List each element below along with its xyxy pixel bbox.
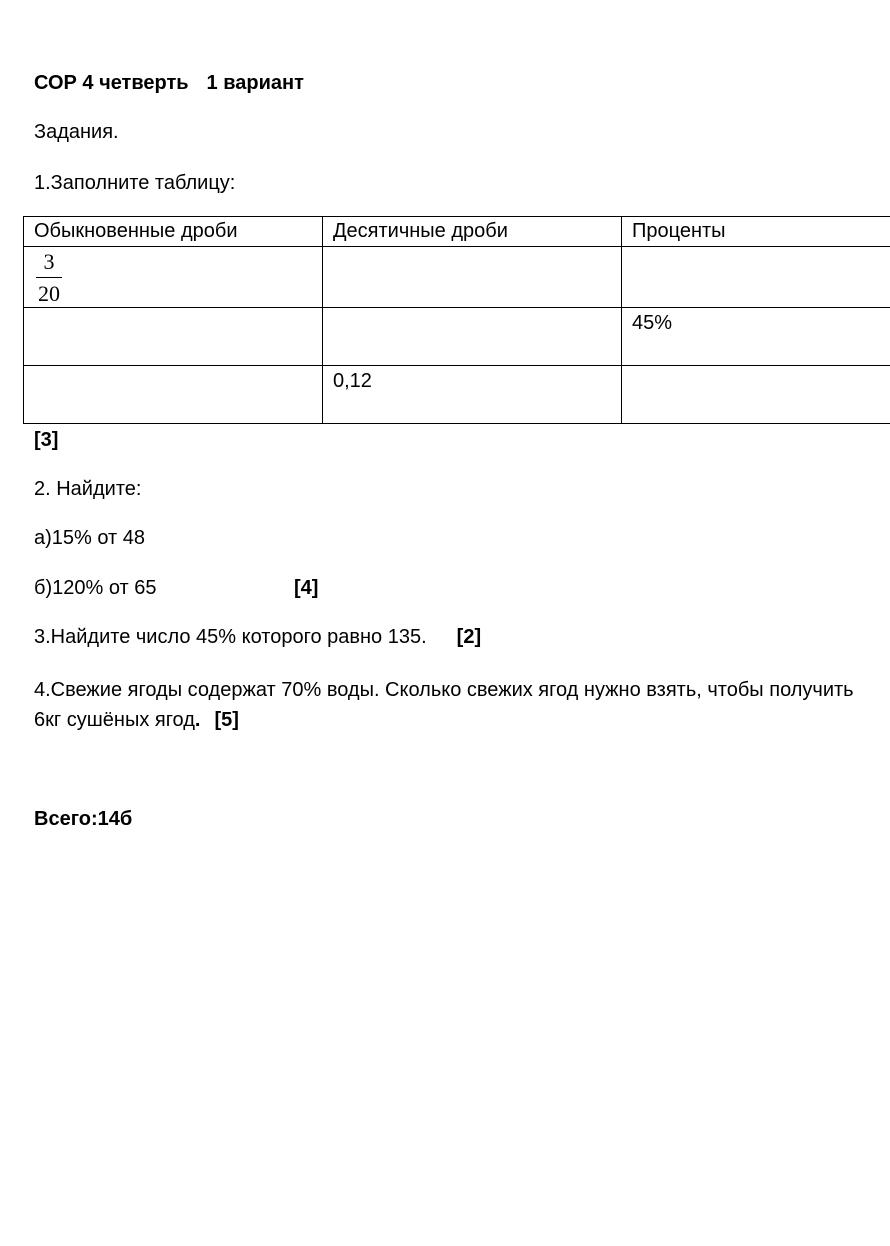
task-2-text: 2. Найдите: [34,478,142,500]
header-cell-decimals: Десятичные дроби [323,217,622,247]
cell-percent [622,366,890,424]
cell-fraction [24,366,323,424]
header-cell-percents: Проценты [622,217,890,247]
table-row [24,308,890,366]
page-title [34,71,304,95]
fraction-bar [36,277,62,278]
task-2-points: [4] [294,577,319,599]
fractions-table [23,216,890,424]
variant-label: 1 вариант [206,72,304,94]
task-1-text: 1.Заполните таблицу: [34,172,236,194]
header-cell-fractions: Обыкновенные дроби [24,217,323,247]
table-row [24,366,890,424]
task-2b [34,576,319,600]
task-2a-text: а)15% от 48 [34,527,146,549]
tasks-heading: Задания. [34,121,119,143]
cell-decimal: 0,12 [323,366,622,424]
task-2b-text: б)120% от 65 [34,577,157,599]
cell-decimal [323,247,622,308]
fraction-3-20 [36,250,62,306]
task-3-points: [2] [456,626,482,648]
task-1-points: [3] [34,429,59,451]
cell-fraction [24,308,323,366]
title-text: СОР 4 четверть [34,72,189,94]
cell-fraction [24,247,323,308]
table-header-row [24,217,890,247]
task-4 [34,675,854,735]
cell-percent [622,247,890,308]
task-3 [34,625,481,649]
table-row [24,247,890,308]
total-points: Всего:14б [34,808,133,830]
task-3-text: 3.Найдите число 45% которого равно 135. [34,626,427,648]
cell-percent: 45% [622,308,890,366]
fraction-numerator: 3 [43,249,55,274]
task-4-period: . [194,709,201,731]
cell-decimal [323,308,622,366]
task-4-points: [5] [214,709,239,731]
task-4-text: 4.Свежие ягоды содержат 70% воды. Сколько свежих ягод нужно взять, чтобы получить 6кг сушёных ягод [34,679,854,731]
fraction-denominator: 20 [38,281,60,306]
